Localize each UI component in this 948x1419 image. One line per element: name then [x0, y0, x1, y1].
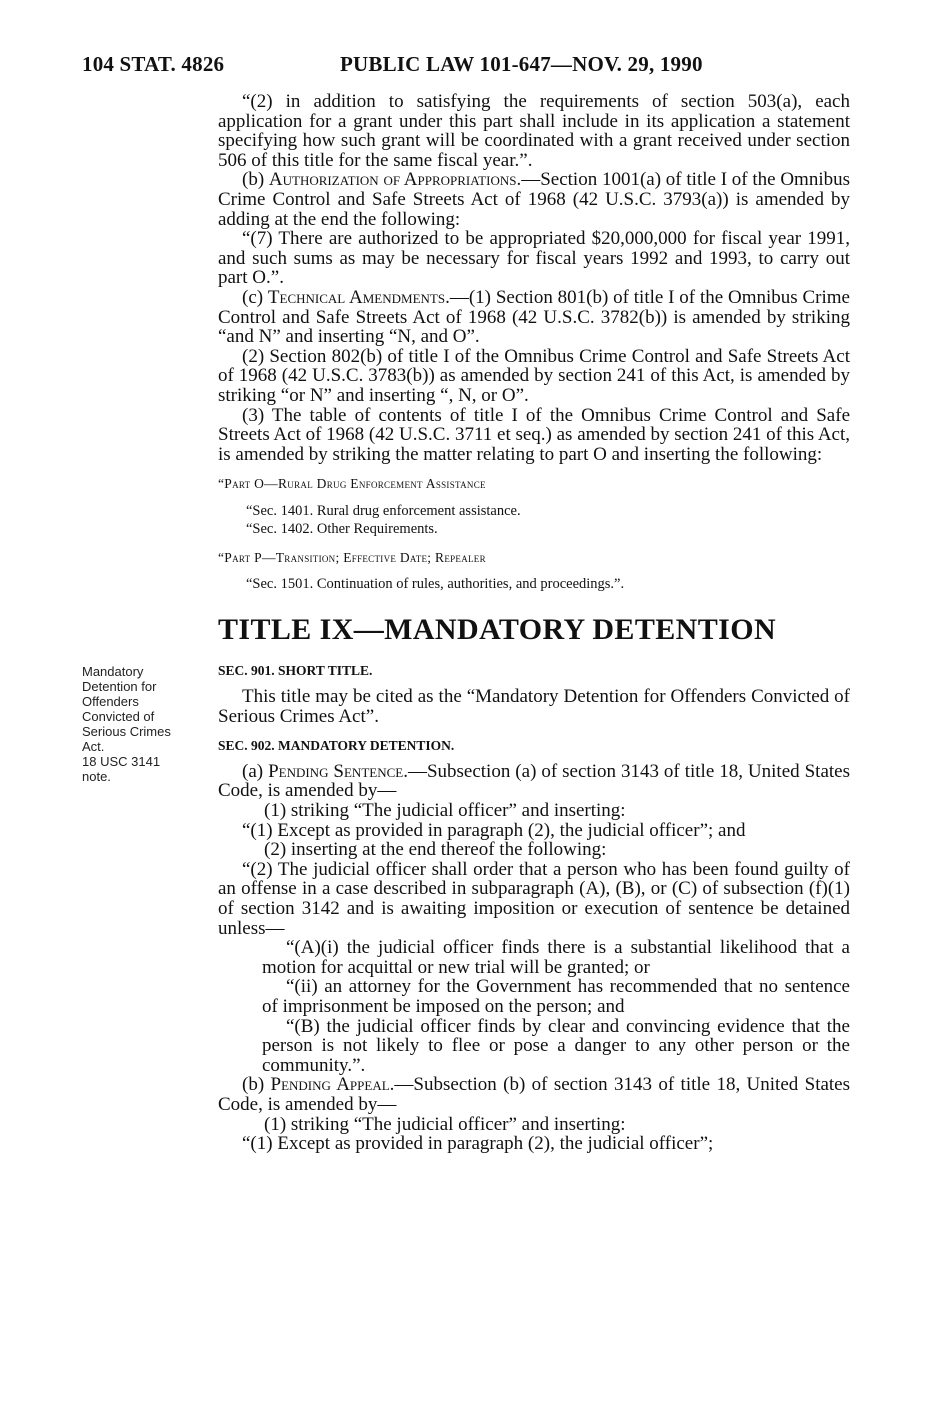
stat-page-number: 104 STAT. 4826 — [82, 52, 225, 76]
toc-entry: “Sec. 1402. Other Requirements. — [246, 520, 438, 537]
subsection-label: (b) — [242, 169, 269, 191]
toc-part-heading: “Part P—Transition; Effective Date; Repealer — [218, 549, 486, 565]
paragraph: “(2) in addition to satisfying the requirements of section 503(a), each application for a grant under this part shall include in its application a statement specifying how such grant will be coordinated with a grant received under section 506 of this title for the same fiscal year.”. — [218, 91, 850, 171]
paragraph — [218, 762, 850, 801]
paragraph: “(A)(i) the judicial officer finds there is a substantial likelihood that a motion for acquittal or new trial will be granted; or — [262, 937, 850, 978]
paragraph — [218, 1075, 850, 1114]
margin-note-line: Mandatory — [82, 664, 144, 679]
paragraph: (2) inserting at the end thereof the following: — [264, 839, 607, 861]
subsection-heading: Authorization of Appropriations. — [268, 169, 522, 191]
subsection-label: (c) — [242, 286, 268, 308]
paragraph: “(ii) an attorney for the Government has recommended that no sentence of imprisonment be imposed on the person; and — [262, 976, 850, 1017]
margin-note-line: Serious Crimes — [82, 724, 171, 739]
paragraph-text: —Subsection (a) of section 3143 of title 18, United States Code, is amended by— — [218, 760, 850, 802]
subsection-heading: Pending Sentence. — [268, 760, 408, 782]
subsection-heading: Pending Appeal. — [270, 1074, 395, 1096]
margin-note — [82, 664, 207, 784]
paragraph-text: —Subsection (b) of section 3143 of title 18, United States Code, is amended by— — [218, 1074, 851, 1115]
paragraph-text: —Section 1001(a) of title I of the Omnibus Crime Control and Safe Streets Act of 1968 (42 U.S.C. 3793(a)) is amended by adding at the end the following: — [218, 169, 851, 230]
section-heading: SEC. 902. MANDATORY DETENTION. — [218, 738, 455, 754]
paragraph: “(1) Except as provided in paragraph (2), the judicial officer”; — [242, 1133, 714, 1155]
margin-note-line: Detention for — [82, 679, 157, 694]
margin-note-line: Offenders — [82, 694, 139, 709]
toc-entry: “Sec. 1501. Continuation of rules, authorities, and proceedings.”. — [246, 576, 625, 593]
paragraph: (1) striking “The judicial officer” and inserting: — [264, 800, 626, 822]
subsection-label: (b) — [242, 1074, 271, 1096]
paragraph: “(1) Except as provided in paragraph (2), the judicial officer”; and — [242, 819, 746, 841]
paragraph: (2) Section 802(b) of title I of the Omnibus Crime Control and Safe Streets Act of 1968 (42 U.S.C. 3783(b)) as amended by section 241 of this Act, is amended by striking “or N” and inserting “, N, or O”. — [218, 345, 850, 406]
paragraph — [218, 170, 850, 229]
paragraph: “(7) There are authorized to be appropriated $20,000,000 for fiscal year 1991, and such sums as may be necessary for fiscal years 1992 and 1993, to carry out part O.”. — [218, 228, 850, 289]
paragraph: “(2) The judicial officer shall order that a person who has been found guilty of an offense in a case described in subparagraph (A), (B), or (C) of subsection (f)(1) of section 3142 and is awaiting imposition or execution of sentence be detained unless— — [218, 858, 850, 939]
margin-note-line: Act. — [82, 739, 105, 754]
title-heading: TITLE IX—MANDATORY DETENTION — [218, 613, 777, 647]
paragraph-text: —(1) Section 801(b) of title I of the Omnibus Crime Control and Safe Streets Act of 1968 (42 U.S.C. 3782(b)) is amended by striking “and N” and inserting “N, and O”. — [218, 286, 850, 348]
paragraph: (1) striking “The judicial officer” and inserting: — [264, 1113, 626, 1135]
paragraph: This title may be cited as the “Mandatory Detention for Offenders Convicted of Serious Crimes Act”. — [218, 686, 850, 727]
margin-note-line: Convicted of — [82, 709, 155, 724]
margin-note-line: 18 USC 3141 — [82, 754, 161, 769]
toc-entry: “Sec. 1401. Rural drug enforcement assistance. — [246, 502, 521, 519]
paragraph: (3) The table of contents of title I of the Omnibus Crime Control and Safe Streets Act of 1968 (42 U.S.C. 3711 et seq.) as amended by section 241 of this Act, is amended by striking the matter relating to part O and inserting the following: — [218, 404, 851, 465]
toc-part-heading: “Part O—Rural Drug Enforcement Assistance — [218, 476, 486, 492]
subsection-label: (a) — [242, 760, 269, 782]
document-body — [218, 92, 850, 1154]
margin-note-line: note. — [82, 769, 111, 784]
running-header: PUBLIC LAW 101-647—NOV. 29, 1990 — [340, 52, 703, 76]
paragraph — [218, 288, 850, 347]
subsection-heading: Technical Amendments. — [267, 286, 450, 308]
paragraph: “(B) the judicial officer finds by clear and convincing evidence that the person is not likely to flee or pose a danger to any other person or the community.”. — [262, 1015, 850, 1076]
section-heading: SEC. 901. SHORT TITLE. — [218, 663, 373, 679]
